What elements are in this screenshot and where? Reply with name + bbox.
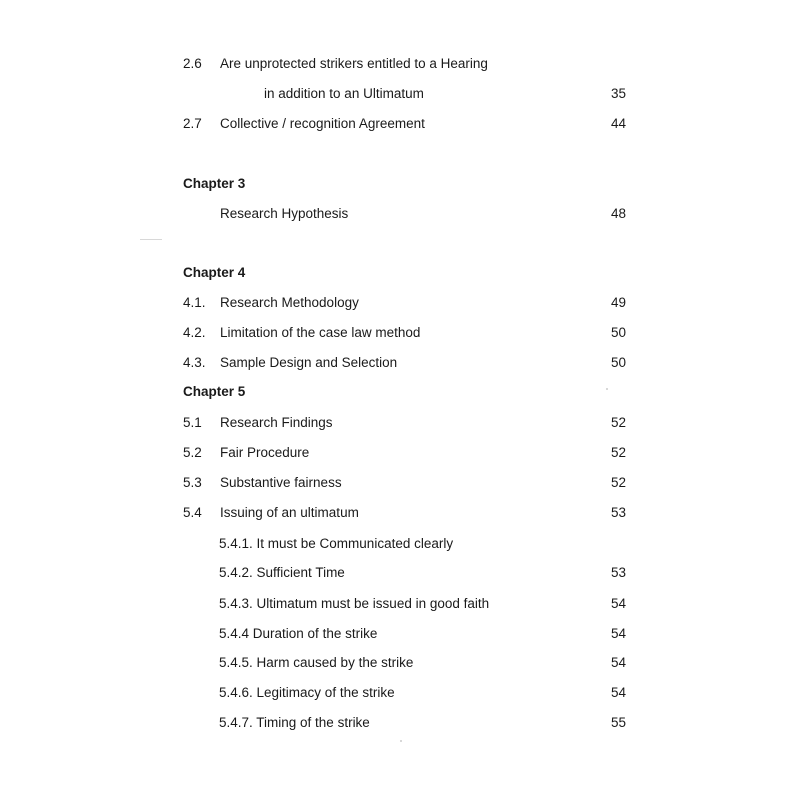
entry-page: 53 (610, 505, 626, 520)
scan-speck (606, 388, 608, 390)
toc-subentry-5-4-6 (0, 683, 800, 703)
entry-page: 53 (610, 565, 626, 580)
toc-subentry-5-4-5 (0, 653, 800, 673)
entry-title: Fair Procedure (220, 445, 310, 460)
entry-page: 52 (610, 415, 626, 430)
toc-subentry-5-4-1 (0, 534, 800, 554)
entry-title: in addition to an Ultimatum (264, 86, 424, 101)
entry-title: Sample Design and Selection (220, 355, 398, 370)
entry-title: Substantive fairness (220, 475, 342, 490)
toc-entry-2-7 (0, 114, 800, 134)
chapter-5-heading: Chapter 5 (183, 384, 246, 399)
entry-number: 4.2. (183, 325, 206, 340)
entry-title: Research Hypothesis (220, 206, 349, 221)
entry-title: Issuing of an ultimatum (220, 505, 359, 520)
entry-title: Collective / recognition Agreement (220, 116, 425, 131)
entry-title: 5.4.5. Harm caused by the strike (219, 655, 414, 670)
entry-number: 2.7 (183, 116, 202, 131)
entry-number: 5.2 (183, 445, 202, 460)
entry-page: 49 (610, 295, 626, 310)
entry-title: 5.4.2. Sufficient Time (219, 565, 345, 580)
entry-title: Are unprotected strikers entitled to a Hearing (220, 56, 488, 71)
entry-page: 54 (610, 596, 626, 611)
toc-entry-5-4 (0, 503, 800, 523)
entry-number: 4.1. (183, 295, 206, 310)
entry-page: 35 (610, 86, 626, 101)
entry-title: 5.4.1. It must be Communicated clearly (219, 536, 454, 551)
entry-title: 5.4.6. Legitimacy of the strike (219, 685, 395, 700)
scan-speck (140, 239, 162, 240)
toc-entry-5-3 (0, 473, 800, 493)
entry-page: 50 (610, 355, 626, 370)
entry-title: 5.4.3. Ultimatum must be issued in good faith (219, 596, 490, 611)
toc-subentry-5-4-4 (0, 624, 800, 644)
chapter-4-heading: Chapter 4 (183, 265, 246, 280)
entry-title: Research Methodology (220, 295, 359, 310)
entry-title: Limitation of the case law method (220, 325, 421, 340)
entry-number: 5.1 (183, 415, 202, 430)
entry-page: 44 (610, 116, 626, 131)
entry-page: 54 (610, 655, 626, 670)
toc-subentry-5-4-7 (0, 713, 800, 733)
entry-page: 52 (610, 445, 626, 460)
entry-page: 50 (610, 325, 626, 340)
entry-title: Research Findings (220, 415, 333, 430)
entry-page: 55 (610, 715, 626, 730)
toc-entry-4-2 (0, 323, 800, 343)
entry-page: 48 (610, 206, 626, 221)
entry-page: 52 (610, 475, 626, 490)
entry-number: 5.4 (183, 505, 202, 520)
entry-page: 54 (610, 685, 626, 700)
entry-page: 54 (610, 626, 626, 641)
entry-number: 5.3 (183, 475, 202, 490)
entry-title: 5.4.4 Duration of the strike (219, 626, 378, 641)
entry-number: 2.6 (183, 56, 202, 71)
toc-entry-5-1 (0, 413, 800, 433)
toc-entry-2-6 (0, 54, 800, 74)
toc-subentry-5-4-3 (0, 594, 800, 614)
scan-speck (400, 740, 402, 742)
chapter-3-heading: Chapter 3 (183, 176, 246, 191)
toc-subentry-5-4-2 (0, 563, 800, 583)
entry-number: 4.3. (183, 355, 206, 370)
toc-entry-5-2 (0, 443, 800, 463)
toc-entry-4-1 (0, 293, 800, 313)
entry-title: 5.4.7. Timing of the strike (219, 715, 370, 730)
toc-entry-4-3 (0, 353, 800, 373)
toc-entry-2-6-continued (0, 84, 800, 104)
toc-entry-research-hypothesis (0, 204, 800, 224)
